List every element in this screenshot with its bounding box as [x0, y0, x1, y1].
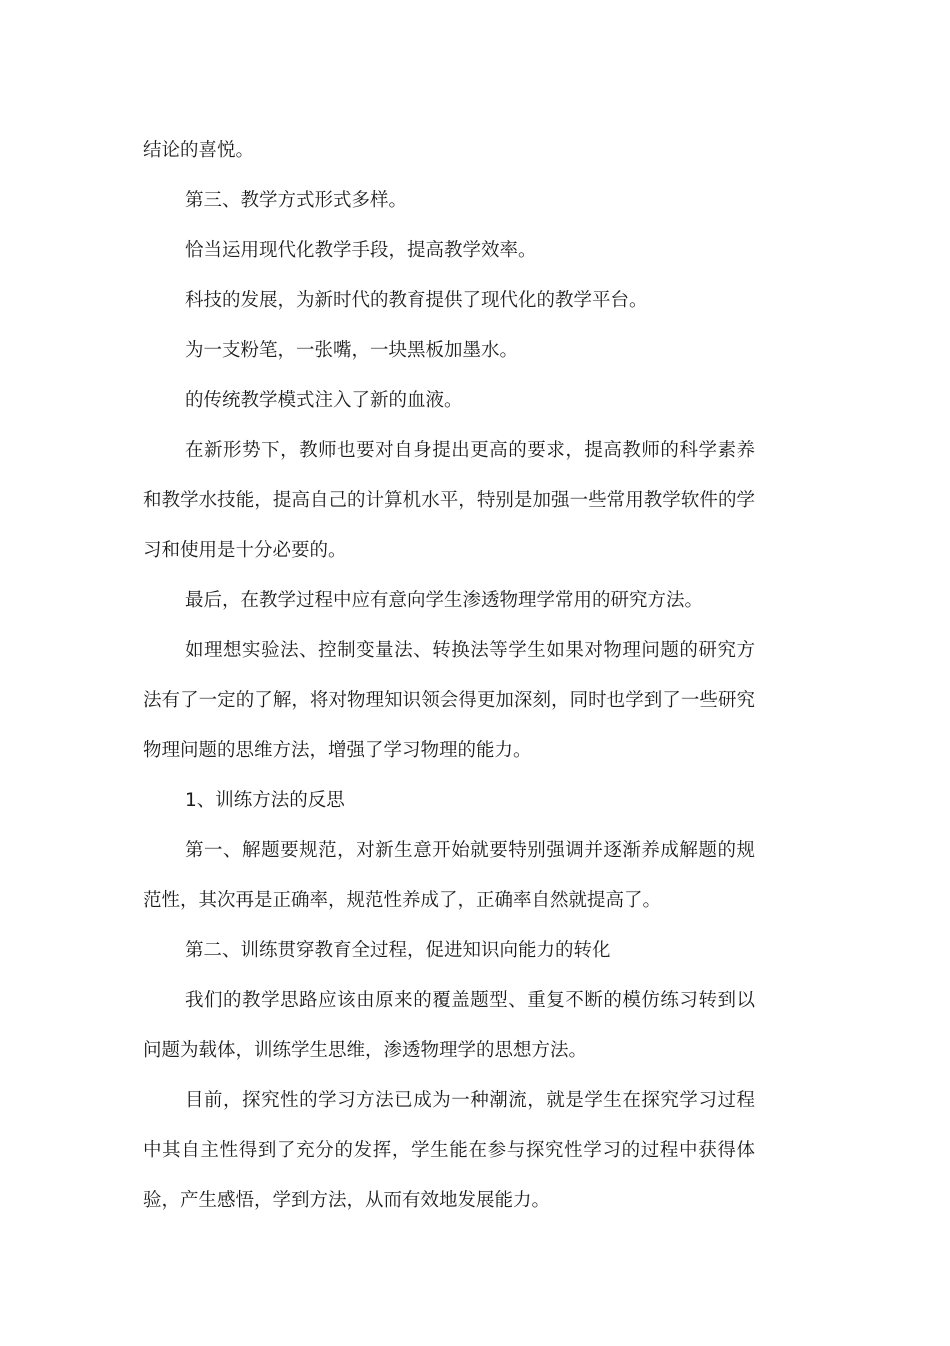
paragraph-research-methods: 如理想实验法、控制变量法、转换法等学生如果对物理问题的研究方法有了一定的了解，将对物理知识领会得更加深刻，同时也学到了一些研究物理问题的思维方法，增强了学习物理的能力。: [143, 640, 755, 761]
paragraph-finally: 最后，在教学过程中应有意向学生渗透物理学常用的研究方法。: [185, 590, 704, 611]
paragraph-new-situation: 在新形势下，教师也要对自身提出更高的要求，提高教师的科学素养和教学水技能，提高自己的计算机水平，特别是加强一些常用教学软件的学习和使用是十分必要的。: [143, 440, 755, 561]
paragraph-third-point: 第三、教学方式形式多样。: [185, 190, 408, 211]
paragraph-technology: 科技的发展，为新时代的教育提供了现代化的教学平台。: [185, 290, 648, 311]
paragraph-first-point: 第一、解题要规范，对新生意开始就要特别强调并逐渐养成解题的规范性，其次再是正确率，规范性养成了，正确率自然就提高了。: [143, 840, 755, 911]
paragraph-second-point: 第二、训练贯穿教育全过程，促进知识向能力的转化: [185, 940, 611, 961]
paragraph-continuation: 结论的喜悦。: [143, 140, 255, 161]
paragraph-modern-means: 恰当运用现代化教学手段，提高教学效率。: [185, 240, 537, 261]
section-heading-training-reflection: 1、训练方法的反思: [185, 790, 345, 811]
paragraph-teaching-approach: 我们的教学思路应该由原来的覆盖题型、重复不断的模仿练习转到以问题为载体，训练学生思维，渗透物理学的思想方法。: [143, 990, 755, 1061]
paragraph-traditional-mode: 的传统教学模式注入了新的血液。: [185, 390, 463, 411]
paragraph-inquiry-learning: 目前，探究性的学习方法已成为一种潮流，就是学生在探究学习过程中其自主性得到了充分的发挥，学生能在参与探究性学习的过程中获得体验，产生感悟，学到方法，从而有效地发展能力。: [143, 1090, 755, 1211]
document-body: [143, 126, 755, 1226]
paragraph-chalk: 为一支粉笔，一张嘴，一块黑板加墨水。: [185, 340, 519, 361]
